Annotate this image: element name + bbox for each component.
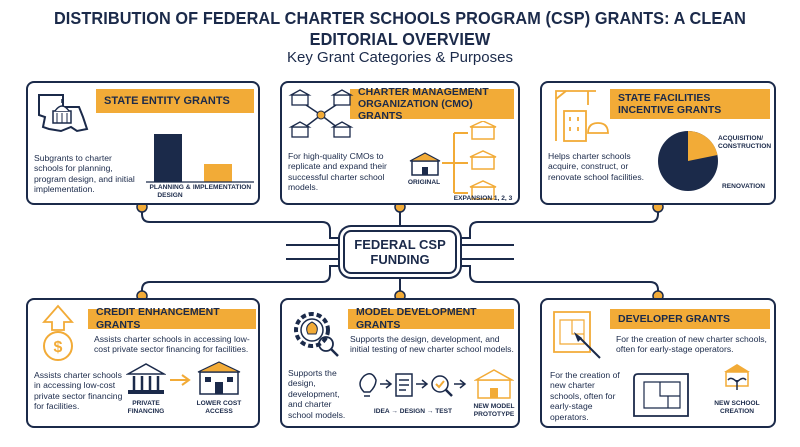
expansion-branch-lines	[442, 121, 522, 201]
pie-chart	[656, 129, 720, 193]
card-description: For the creation of new charter schools, often for early-stage operators.	[550, 370, 620, 422]
original-school-icon	[408, 151, 442, 177]
arrow-right-icon	[168, 374, 194, 386]
card-description-top: Supports the design, development, and initial testing of new charter school models.	[350, 334, 514, 355]
pie-label-acquisition: ACQUISITION/ CONSTRUCTION	[718, 135, 772, 150]
card-description: For high-quality CMOs to replicate and expand their successful charter school models.	[288, 151, 387, 193]
card-description-top: Assists charter schools in accessing low-cost private sector financing for facilities.	[94, 334, 250, 355]
construction-crane-icon	[548, 85, 610, 143]
card-title: STATE ENTITY GRANTS	[96, 89, 254, 113]
creation-label: NEW SCHOOL CREATION	[714, 400, 760, 415]
card-title: MODEL DEVELOPMENT GRANTS	[348, 309, 514, 329]
card-description: Subgrants to charter schools for planning, program design, and initial implementation.	[34, 153, 135, 195]
idea-design-test-icons	[354, 370, 472, 402]
pie-label-renovation: RENOVATION	[722, 183, 765, 190]
svg-text:$: $	[53, 339, 63, 356]
card-model-development-grants	[280, 298, 520, 428]
card-description-top: For the creation of new charter schools, often for early-stage operators.	[616, 334, 767, 355]
card-cmo-grants	[280, 81, 520, 205]
card-credit-enhancement-grants	[26, 298, 260, 428]
card-title: STATE FACILITIES INCENTIVE GRANTS	[610, 89, 770, 119]
bar-chart	[146, 130, 256, 186]
bar-label-implementation: IMPLEMENTATION	[192, 184, 252, 191]
expansion-label: EXPANSION 1, 2, 3	[453, 195, 513, 202]
school-network-icon	[288, 87, 354, 143]
flow-label-private-financing: PRIVATE FINANCING	[127, 400, 165, 415]
gear-lightbulb-icon	[290, 308, 340, 358]
card-description: Supports the design, development, and charter school models.	[288, 368, 346, 420]
card-developer-grants	[540, 298, 776, 428]
school-building-icon	[196, 360, 242, 396]
bar-implementation	[204, 164, 232, 182]
bar-planning-design	[154, 134, 182, 182]
page-subtitle: Key Grant Categories & Purposes	[287, 49, 513, 66]
hub-federal-csp-funding: FEDERAL CSP FUNDING	[343, 230, 457, 274]
prototype-label: NEW MODEL PROTOTYPE	[473, 403, 515, 418]
flow-label-lower-cost: LOWER COST ACCESS	[196, 400, 242, 415]
card-title: CREDIT ENHANCEMENT GRANTS	[88, 309, 256, 329]
card-title: DEVELOPER GRANTS	[610, 309, 770, 329]
card-description: Helps charter schools acquire, construct, or renovate school facilities.	[548, 151, 645, 182]
bank-icon	[126, 362, 166, 396]
floor-plan-icon	[632, 366, 694, 420]
card-state-entity-grants	[26, 81, 260, 205]
school-sprout-icon	[720, 362, 754, 392]
money-arrow-icon	[38, 304, 78, 364]
flow-label: IDEA → DESIGN → TEST	[373, 408, 453, 415]
blueprint-shovel-icon	[550, 308, 604, 360]
card-state-facilities-grants	[540, 81, 776, 205]
original-label: ORIGINAL	[407, 179, 441, 186]
page-title: DISTRIBUTION OF FEDERAL CHARTER SCHOOLS PROGRAM (CSP) GRANTS: A CLEAN EDITORIAL OVERVIEW	[53, 8, 747, 49]
bar-label-planning: PLANNING & DESIGN	[149, 184, 191, 199]
capitol-state-map-icon	[33, 87, 91, 137]
card-title: CHARTER MANAGEMENT ORGANIZATION (CMO) GRANTS	[350, 89, 514, 119]
card-description: Assists charter schools in accessing low-cost private sector financing for facilities.	[34, 370, 123, 412]
prototype-school-icon	[474, 368, 514, 400]
